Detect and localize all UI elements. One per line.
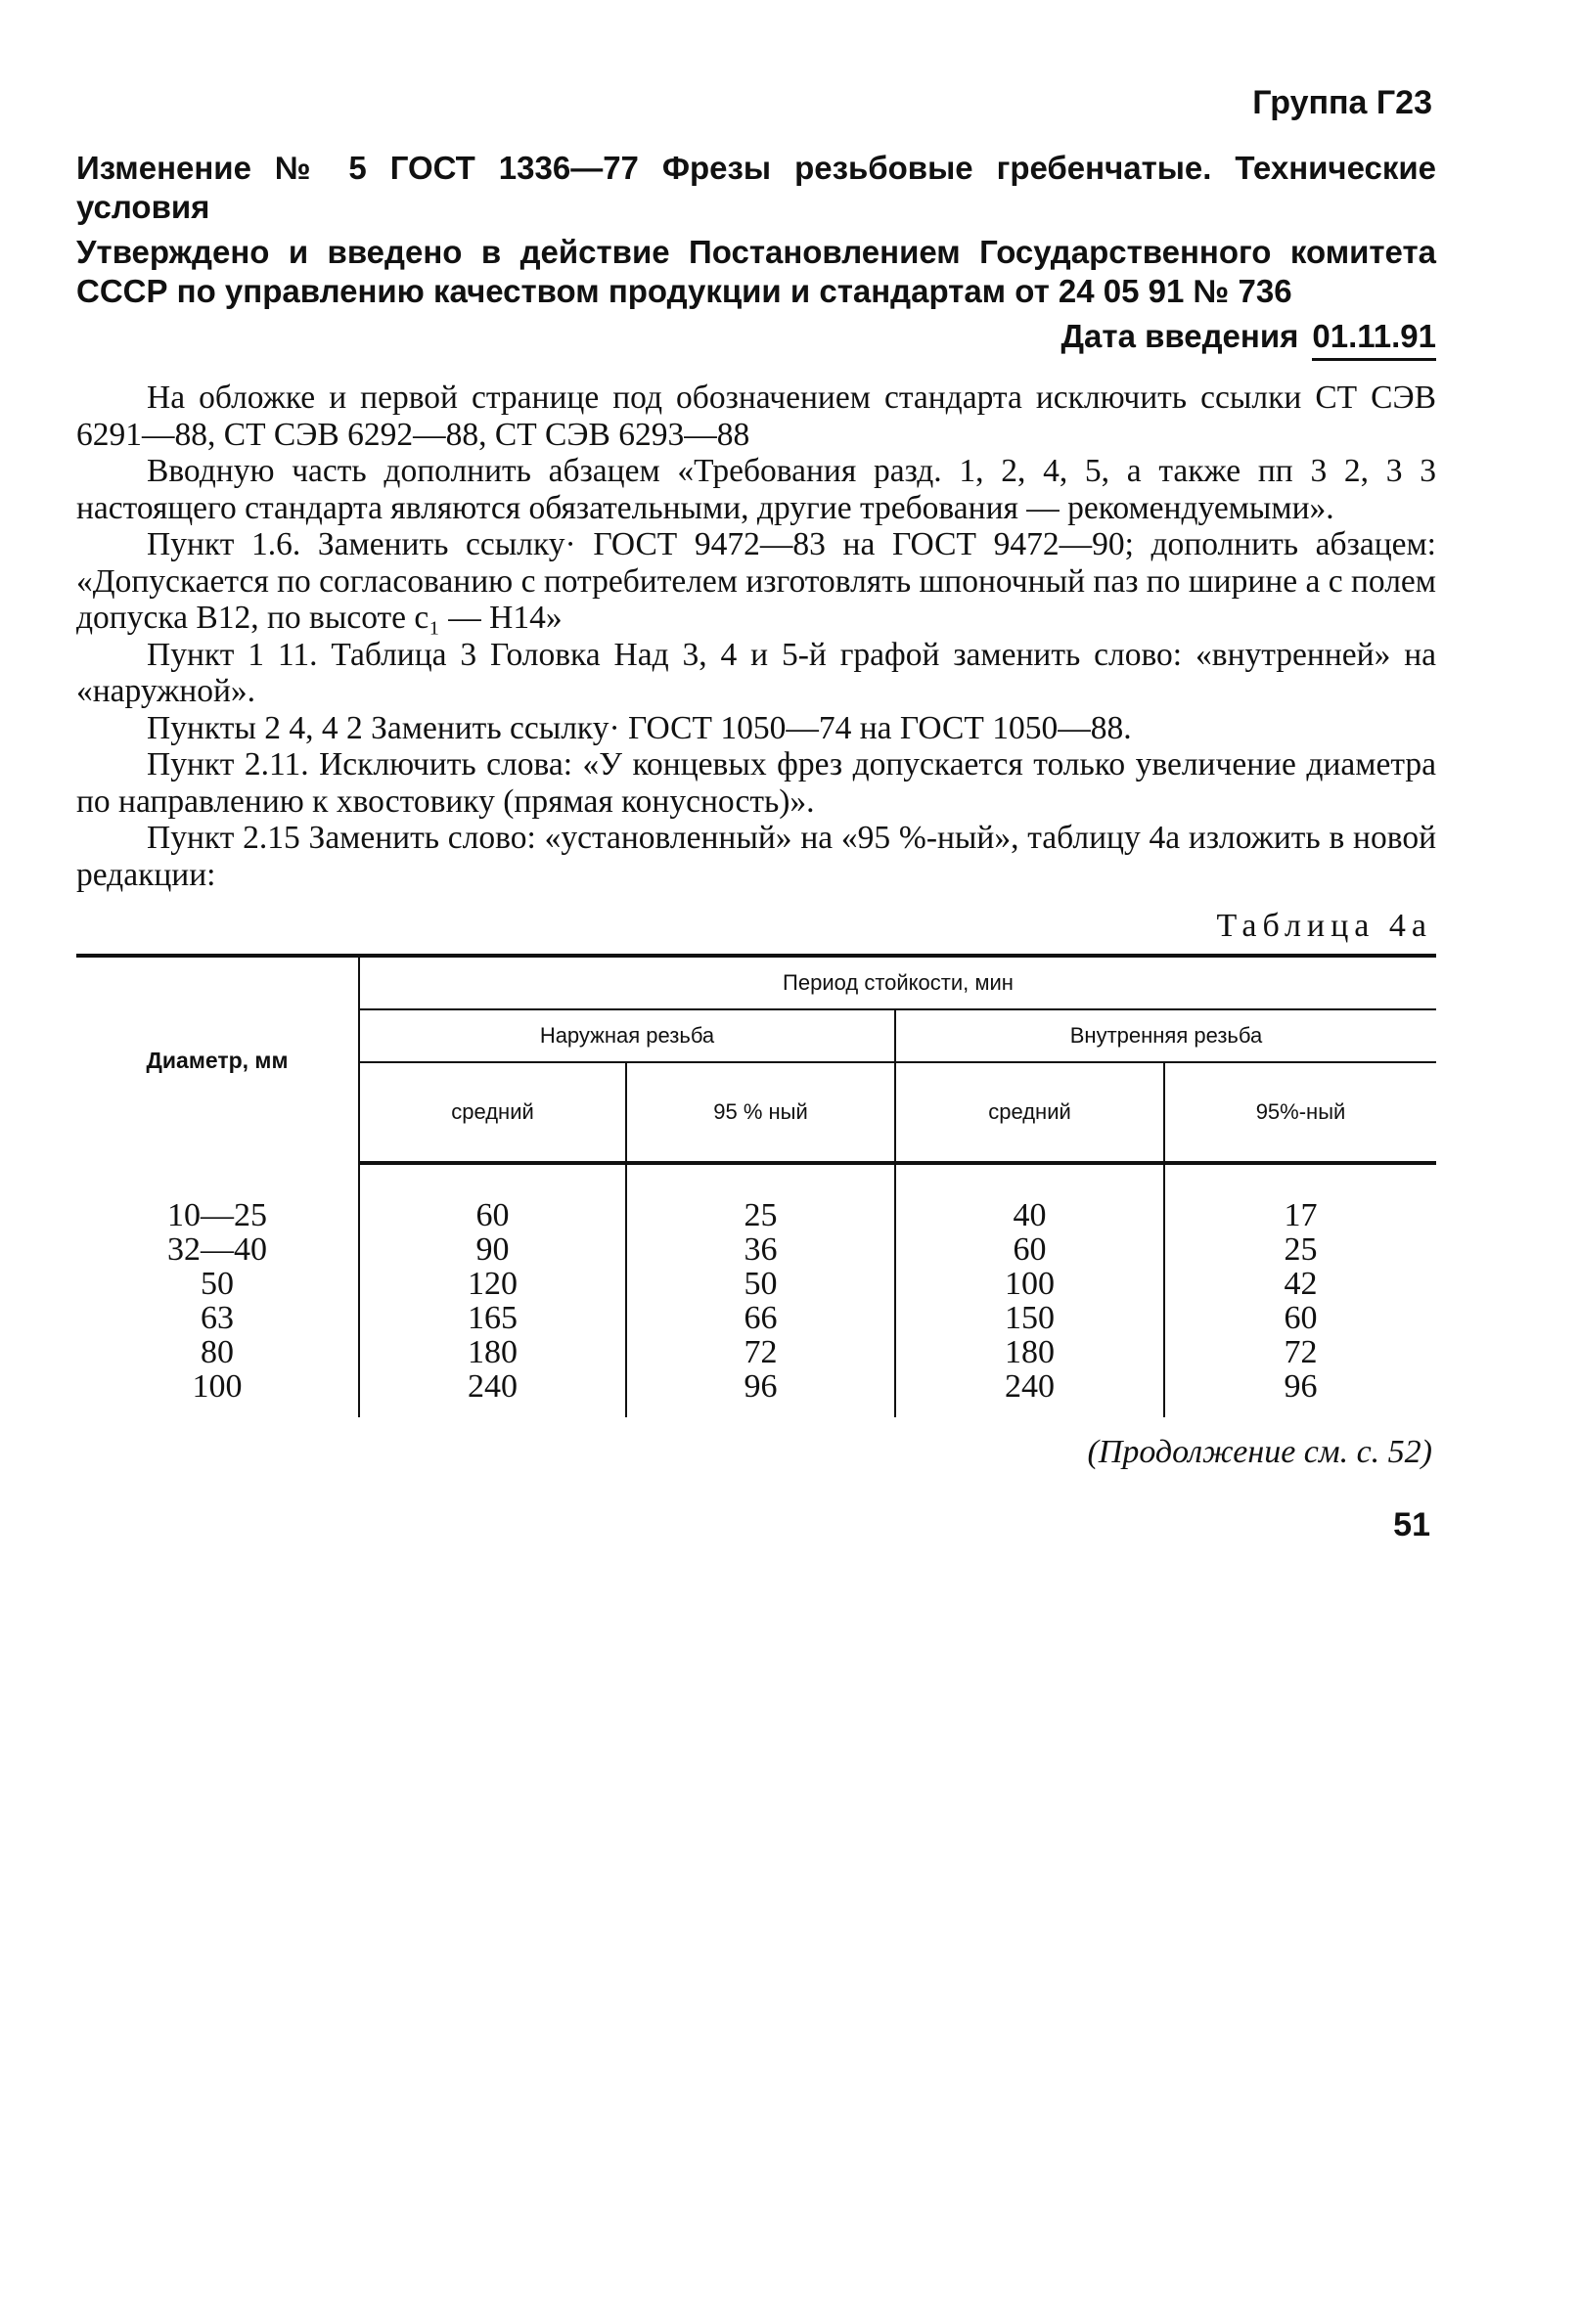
table-row xyxy=(76,1267,1436,1301)
cell-inner-average: 40 xyxy=(895,1198,1164,1232)
cell-outer-95: 50 xyxy=(626,1267,895,1301)
cell-outer-95: 36 xyxy=(626,1232,895,1267)
cell-diameter: 63 xyxy=(201,1300,234,1336)
cell-inner-95: 72 xyxy=(1164,1335,1436,1369)
cell-inner-95: 96 xyxy=(1164,1369,1436,1417)
paragraph-intro: Вводную часть дополнить абзацем «Требования разд. 1, 2, 4, 5, а также пп 3 2, 3 3 настоящего стандарта являются обязательными, другие требования — рекомендуемыми». xyxy=(76,453,1436,526)
paragraph-1-11: Пункт 1 11. Таблица 3 Головка Над 3, 4 и 5-й графой заменить слово: «внутренней» на «наружной». xyxy=(76,636,1436,709)
cell-outer-average: 120 xyxy=(359,1267,626,1301)
cell-inner-95: 25 xyxy=(1164,1232,1436,1267)
cell-inner-average: 240 xyxy=(895,1369,1164,1417)
table-row xyxy=(76,1232,1436,1267)
effective-date xyxy=(76,317,1436,361)
paragraph-cover: На обложке и первой странице под обозначением стандарта исключить ссылки СТ СЭВ 6291—88, СТ СЭВ 6292—88, СТ СЭВ 6293—88 xyxy=(76,380,1436,453)
effective-date-value: 01.11.91 xyxy=(1312,317,1436,361)
column-header-diameter: Диаметр, мм xyxy=(146,1047,289,1073)
cell-outer-95: 66 xyxy=(626,1301,895,1335)
cell-outer-95: 72 xyxy=(626,1335,895,1369)
cell-inner-95: 42 xyxy=(1164,1267,1436,1301)
cell-outer-average: 180 xyxy=(359,1335,626,1369)
cell-inner-average: 180 xyxy=(895,1335,1164,1369)
cell-outer-average: 165 xyxy=(359,1301,626,1335)
table-row xyxy=(76,1301,1436,1335)
table-spacer-row xyxy=(76,1163,1436,1198)
page-number: 51 xyxy=(1393,1506,1430,1543)
document-header xyxy=(76,149,1436,361)
table-title: Таблица 4а xyxy=(1216,908,1432,944)
column-header-inner-thread: Внутренняя резьба xyxy=(895,1009,1436,1062)
column-header-outer-thread: Наружная резьба xyxy=(359,1009,895,1062)
group-code: Группа Г23 xyxy=(1252,84,1432,121)
cell-inner-95: 17 xyxy=(1164,1198,1436,1232)
cell-outer-average: 60 xyxy=(359,1198,626,1232)
paragraph-1-6: Пункт 1.6. Заменить ссылку· ГОСТ 9472—83 на ГОСТ 9472—90; дополнить абзацем: «Допускается по согласованию с потребителем изготовлять шпоночный паз по ширине a с полем допуска В12, по высоте c₁ — Н14» xyxy=(76,526,1436,636)
effective-date-label: Дата введения xyxy=(1060,318,1299,354)
cell-diameter: 32—40 xyxy=(167,1231,267,1268)
column-header-inner-95: 95%-ный xyxy=(1164,1062,1436,1163)
change-text xyxy=(76,380,1436,893)
cell-inner-average: 150 xyxy=(895,1301,1164,1335)
table-row xyxy=(76,1369,1436,1417)
table-row xyxy=(76,1198,1436,1232)
cell-outer-95: 96 xyxy=(626,1369,895,1417)
cell-diameter: 100 xyxy=(192,1368,243,1405)
change-title: Изменение № 5 ГОСТ 1336—77 Фрезы резьбовые гребенчатые. Технические условия xyxy=(76,150,1436,225)
continuation-note: (Продолжение см. с. 52) xyxy=(1087,1434,1432,1470)
cell-outer-average: 90 xyxy=(359,1232,626,1267)
column-header-inner-average: средний xyxy=(895,1062,1164,1163)
cell-inner-95: 60 xyxy=(1164,1301,1436,1335)
cell-diameter: 50 xyxy=(201,1266,234,1302)
column-header-outer-average: средний xyxy=(359,1062,626,1163)
paragraph-2-11: Пункт 2.11. Исключить слова: «У концевых фрез допускается только увеличение диаметра по направлению к хвостовику (прямая конусность)». xyxy=(76,746,1436,820)
tool-life-table xyxy=(76,954,1436,1417)
paragraph-2-4: Пункты 2 4, 4 2 Заменить ссылку· ГОСТ 1050—74 на ГОСТ 1050—88. xyxy=(147,709,1132,746)
cell-diameter: 80 xyxy=(201,1334,234,1370)
paragraph-2-15: Пункт 2.15 Заменить слово: «установленный» на «95 %-ный», таблицу 4а изложить в новой редакции: xyxy=(76,820,1436,893)
cell-outer-average: 240 xyxy=(359,1369,626,1417)
approval-statement: Утверждено и введено в действие Постановлением Государственного комитета СССР по управлению качеством продукции и стандартам от 24 05 91 № 736 xyxy=(76,234,1436,309)
cell-inner-average: 100 xyxy=(895,1267,1164,1301)
column-header-outer-95: 95 % ный xyxy=(626,1062,895,1163)
cell-outer-95: 25 xyxy=(626,1198,895,1232)
cell-diameter: 10—25 xyxy=(167,1197,267,1233)
cell-inner-average: 60 xyxy=(895,1232,1164,1267)
column-header-period: Период стойкости, мин xyxy=(359,956,1436,1009)
table-row xyxy=(76,1335,1436,1369)
